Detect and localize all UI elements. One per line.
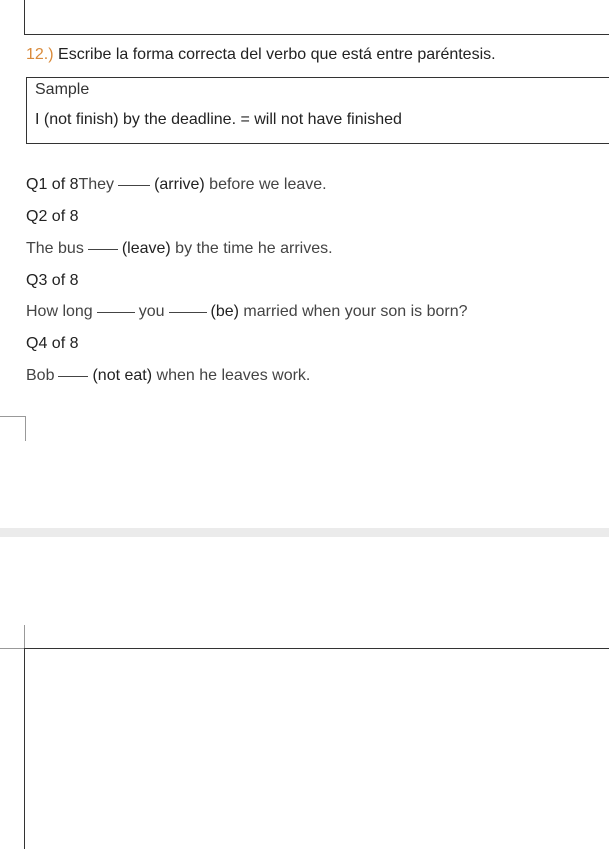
question-1-verb: (arrive) [154, 176, 205, 193]
question-4-after: when he leaves work. [152, 367, 311, 384]
question-1-before: They [78, 176, 115, 193]
question-4-verb: (not eat) [92, 367, 153, 384]
question-3-verb: (be) [210, 303, 239, 320]
question-2 [26, 240, 333, 258]
exercise-instruction: Escribe la forma correcta del verbo que está entre paréntesis. [53, 46, 496, 63]
question-2-before: The bus [26, 240, 84, 257]
question-4 [26, 367, 310, 385]
previous-answer-box [24, 0, 609, 35]
question-2-verb: (leave) [121, 240, 171, 257]
question-1-blank[interactable] [118, 185, 150, 186]
question-1-heading: Q1 of 8 [26, 176, 79, 193]
question-3-blank-1[interactable] [97, 312, 135, 313]
crop-mark-horizontal [0, 648, 25, 649]
question-4-blank[interactable] [58, 376, 88, 377]
sample-text: I (not finish) by the deadline. = will not have finished [35, 111, 402, 128]
question-3-blank-2[interactable] [169, 312, 207, 313]
next-content-box [24, 648, 609, 849]
question-1 [26, 176, 327, 194]
sample-label: Sample [35, 81, 90, 98]
question-3-after: married when your son is born? [238, 303, 468, 320]
question-3-before: How long [26, 303, 93, 320]
question-2-heading: Q2 of 8 [26, 208, 79, 225]
question-4-before: Bob [26, 367, 55, 384]
exercise-heading [26, 46, 496, 64]
question-3-middle: you [138, 303, 165, 320]
crop-mark-vertical [24, 625, 25, 649]
question-1-after: before we leave. [204, 176, 327, 193]
crop-corner-mark [0, 416, 26, 441]
question-2-after: by the time he arrives. [170, 240, 333, 257]
question-3-heading: Q3 of 8 [26, 272, 79, 289]
question-2-blank[interactable] [88, 249, 118, 250]
exercise-number: 12.) [26, 46, 54, 63]
question-3 [26, 303, 468, 321]
page-separator [0, 528, 609, 537]
sample-box [26, 77, 609, 144]
question-4-heading: Q4 of 8 [26, 335, 79, 352]
